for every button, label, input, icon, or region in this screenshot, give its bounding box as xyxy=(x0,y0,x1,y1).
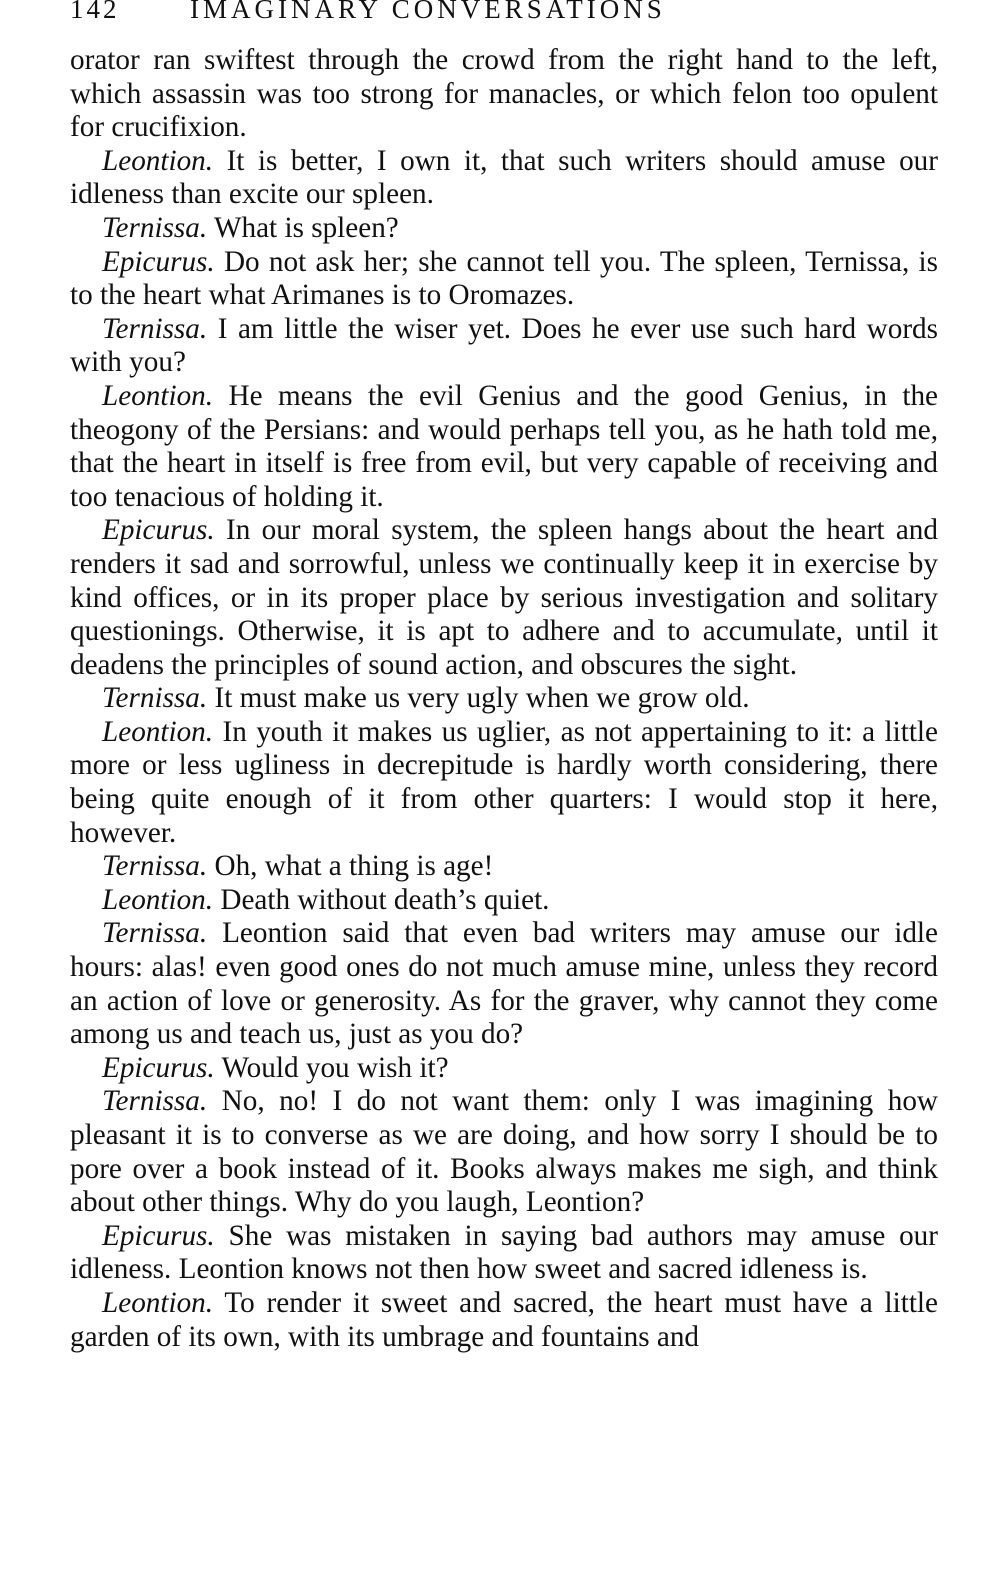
paragraph xyxy=(70,1052,938,1086)
paragraph xyxy=(70,884,938,918)
paragraph xyxy=(70,1085,938,1219)
page-header xyxy=(70,0,938,24)
paragraph xyxy=(70,850,938,884)
speech-text: To render it sweet and sacred, the heart must have a little garden of its own, with its umbrage and fountains and xyxy=(70,1286,938,1353)
body-text xyxy=(70,44,938,1354)
speaker-name: Ternissa. xyxy=(102,850,208,883)
paragraph xyxy=(70,716,938,850)
paragraph xyxy=(70,682,938,716)
speaker-name: Leontion. xyxy=(102,715,214,748)
speech-text: I am little the wiser yet. Does he ever use such hard words with you? xyxy=(70,312,938,379)
speech-text: In our moral system, the spleen hangs about the heart and renders it sad and sorrowful, unless we continually keep it in exercise by kind offices, or in its proper place by serious investigation and solitary questionings. Otherwise, it is apt to adhere and to accumulate, until it deadens the principles of sound action, and obscures the sight. xyxy=(70,514,938,681)
paragraph xyxy=(70,212,938,246)
paragraph xyxy=(70,44,938,145)
speech-text: Do not ask her; she cannot tell you. The spleen, Ternissa, is to the heart what Arimanes is to Oromazes. xyxy=(70,245,938,312)
speaker-name: Epicurus. xyxy=(102,514,215,547)
speech-text: Would you wish it? xyxy=(214,1051,449,1084)
speaker-name: Ternissa. xyxy=(102,211,208,244)
page-number: 142 xyxy=(70,0,120,24)
speaker-name: Epicurus. xyxy=(102,1051,215,1084)
speaker-name: Epicurus. xyxy=(102,245,215,278)
speech-text: Oh, what a thing is age! xyxy=(207,850,494,883)
speaker-name: Ternissa. xyxy=(102,312,208,345)
speaker-name: Leontion. xyxy=(102,379,214,412)
speech-text: What is spleen? xyxy=(207,211,399,244)
speech-text: orator ran swiftest through the crowd from the right hand to the left, which assassin was too strong for manacles, or which felon too opulent for crucifixion. xyxy=(70,44,938,144)
speaker-name: Ternissa. xyxy=(102,1085,208,1118)
paragraph xyxy=(70,1220,938,1287)
running-head: IMAGINARY CONVERSATIONS xyxy=(190,0,666,24)
speech-text: She was mistaken in saying bad authors may amuse our idleness. Leontion knows not then how sweet and sacred idleness is. xyxy=(70,1219,938,1286)
paragraph xyxy=(70,313,938,380)
paragraph xyxy=(70,246,938,313)
paragraph xyxy=(70,380,938,514)
speech-text: In youth it makes us uglier, as not appertaining to it: a little more or less ugliness in decrepitude is hardly worth considering, there being quite enough of it from other quarters: I would stop it here, however. xyxy=(70,715,938,849)
speaker-name: Leontion. xyxy=(102,144,214,177)
speaker-name: Ternissa. xyxy=(102,917,208,950)
paragraph xyxy=(70,1287,938,1354)
paragraph xyxy=(70,917,938,1051)
speech-text: It must make us very ugly when we grow old. xyxy=(207,682,750,715)
speaker-name: Leontion. xyxy=(102,883,214,916)
paragraph xyxy=(70,514,938,682)
speech-text: He means the evil Genius and the good Genius, in the theogony of the Persians: and would perhaps tell you, as he hath told me, that the heart in itself is free from evil, but very capable of receiving and too tenacious of holding it. xyxy=(70,379,938,513)
speaker-name: Ternissa. xyxy=(102,682,208,715)
speaker-name: Epicurus. xyxy=(102,1219,215,1252)
speech-text: Death without death’s quiet. xyxy=(213,883,550,916)
paragraph xyxy=(70,145,938,212)
speaker-name: Leontion. xyxy=(102,1286,214,1319)
speech-text: No, no! I do not want them: only I was imagining how pleasant it is to converse as we are doing, and how sorry I should be to pore over a book instead of it. Books always makes me sigh, and think about other things. Why do you laugh, Leontion? xyxy=(70,1085,938,1219)
book-page xyxy=(70,0,938,1354)
speech-text: Leontion said that even bad writers may amuse our idle hours: alas! even good ones do not much amuse mine, unless they record an action of love or generosity. As for the graver, why cannot they come among us and teach us, just as you do? xyxy=(70,917,938,1051)
speech-text: It is better, I own it, that such writers should amuse our idleness than excite our spleen. xyxy=(70,144,938,211)
